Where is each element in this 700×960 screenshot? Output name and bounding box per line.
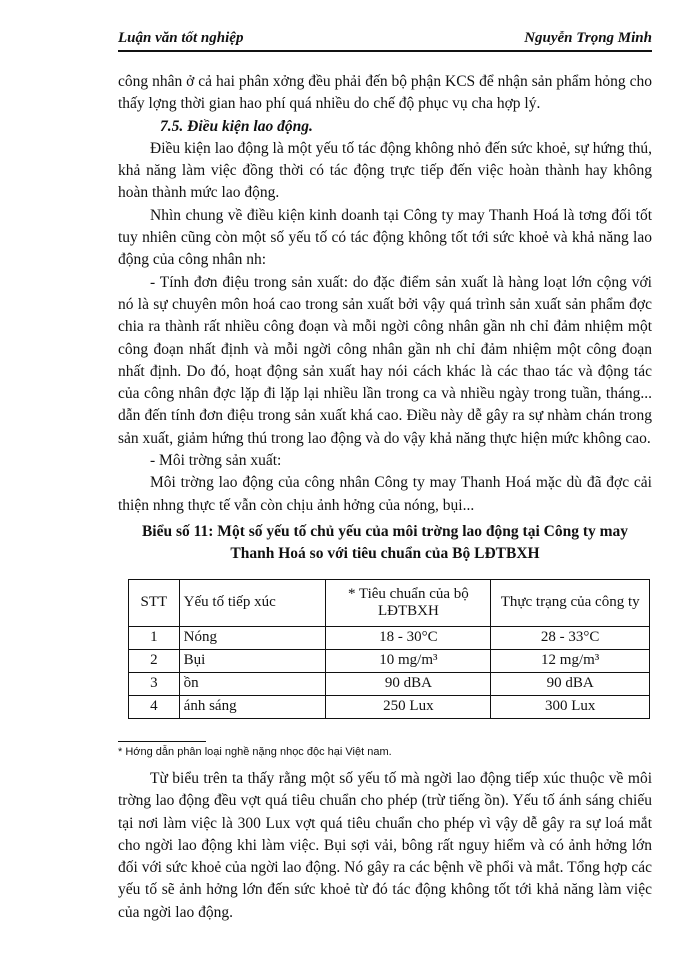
header-factor: Yếu tố tiếp xúc	[179, 579, 326, 626]
paragraph-continuation: công nhân ở cả hai phân xởng đều phải đến bộ phận KCS để nhận sản phẩm hỏng cho thấy lợng thời gian hao phí quá nhiều do chế độ phục vụ cha hợp lý.	[118, 73, 652, 113]
table-row	[129, 626, 650, 649]
paragraph-labor-conditions: Điều kiện lao động là một yếu tố tác động không nhỏ đến sức khoẻ, sự hứng thú, khả năng làm việc đồng thời có tác động trực tiếp đến việc hoàn thành hay không hoàn thành mức lao động.	[118, 139, 652, 202]
cell-stt: 4	[129, 695, 180, 718]
paragraph-environment-label: - Môi trờng sản xuất:	[150, 452, 282, 470]
cell-current: 12 mg/m³	[491, 649, 650, 672]
cell-stt: 3	[129, 672, 180, 695]
section-heading: 7.5. Điều kiện lao động.	[160, 117, 313, 135]
environment-table	[128, 579, 650, 719]
cell-current: 28 - 33°C	[491, 626, 650, 649]
footnote-divider	[118, 741, 206, 742]
cell-stt: 1	[129, 626, 180, 649]
table-row	[129, 649, 650, 672]
cell-standard: 250 Lux	[326, 695, 491, 718]
table-caption-line1: Biểu số 11: Một số yếu tố chủ yếu của môi trờng lao động tại Công ty may	[141, 522, 629, 540]
page-body	[118, 71, 652, 924]
footnote: * Hớng dẫn phân loại nghề nặng nhọc độc hại Việt nam.	[118, 745, 392, 758]
paragraph-monotony: - Tính đơn điệu trong sản xuất: do đặc điểm sản xuất là hàng loạt lớn cộng với nó là sự chuyên môn hoá cao trong sản xuất bởi vậy quá trình sản xuất sản phẩm đợc chia ra thành rất nhiều công đoạn và mỗi ngời công nhân gần nh chỉ đảm nhiệm một công đoạn nhất định và mỗi ngời công nhân gần nh chỉ đảm nhiệm một công đoạn nhất định. Do đó, hoạt động sản xuất hay nói cách khác là các thao tác và động tác của công nhân đợc lặp đi lặp lại nhiều lần trong ca và nhiều ngày trong tuần, tháng... dẫn đến tính đơn điệu trong sản xuất khá cao. Điều này dễ gây ra sự nhàm chán trong sản xuất, giảm hứng thú trong lao động và do vậy khả năng thực hiện mức không cao.	[118, 273, 652, 447]
paragraph-environment: Môi trờng lao động của công nhân Công ty may Thanh Hoá mặc dù đã đợc cải thiện nhng thực tế vẫn còn chịu ảnh hởng của nóng, bụi...	[118, 474, 652, 514]
header-author: Nguyễn Trọng Minh	[524, 30, 652, 46]
table-caption-line2: Thanh Hoá so với tiêu chuẩn của Bộ LĐTBXH	[230, 544, 540, 562]
cell-factor: ồn	[179, 672, 326, 695]
cell-factor: Bụi	[179, 649, 326, 672]
cell-standard: 18 - 30°C	[326, 626, 491, 649]
table-header-row	[129, 579, 650, 626]
paragraph-conclusion: Từ biểu trên ta thấy rằng một số yếu tố mà ngời lao động tiếp xúc thuộc về môi trờng lao động đều vợt quá tiêu chuẩn cho phép (trừ tiếng ồn). Yếu tố ánh sáng chiếu tại nơi làm việc là 300 Lux vợt quá tiêu chuẩn cho phép vì vậy dễ gây ra sự loá mắt cho ngời lao động khi làm việc. Bụi sợi vải, bông rất nguy hiểm và có ảnh hởng lớn đối với sức khoẻ của ngời lao động. Nó gây ra các bệnh về phổi và mắt. Tổng hợp các yếu tố sẽ ảnh hởng lớn đến sức khoẻ từ đó tác động không tốt tới khả năng làm việc của ngời lao động.	[118, 769, 652, 921]
cell-standard: 10 mg/m³	[326, 649, 491, 672]
page-header	[118, 30, 652, 52]
table-row	[129, 695, 650, 718]
table-row	[129, 672, 650, 695]
header-stt: STT	[129, 579, 180, 626]
header-current: Thực trạng của công ty	[491, 579, 650, 626]
cell-stt: 2	[129, 649, 180, 672]
cell-factor: Nóng	[179, 626, 326, 649]
paragraph-overview: Nhìn chung về điều kiện kinh doanh tại Công ty may Thanh Hoá là tơng đối tốt tuy nhiên cũng còn một số yếu tố có tác động không tốt tới sức khoẻ và khả năng lao động của công nhân nh:	[118, 206, 652, 269]
cell-current: 90 dBA	[491, 672, 650, 695]
header-title: Luận văn tốt nghiệp	[118, 30, 244, 46]
header-standard: * Tiêu chuẩn của bộ LĐTBXH	[326, 579, 491, 626]
cell-current: 300 Lux	[491, 695, 650, 718]
cell-factor: ánh sáng	[179, 695, 326, 718]
cell-standard: 90 dBA	[326, 672, 491, 695]
table-caption	[118, 521, 652, 565]
